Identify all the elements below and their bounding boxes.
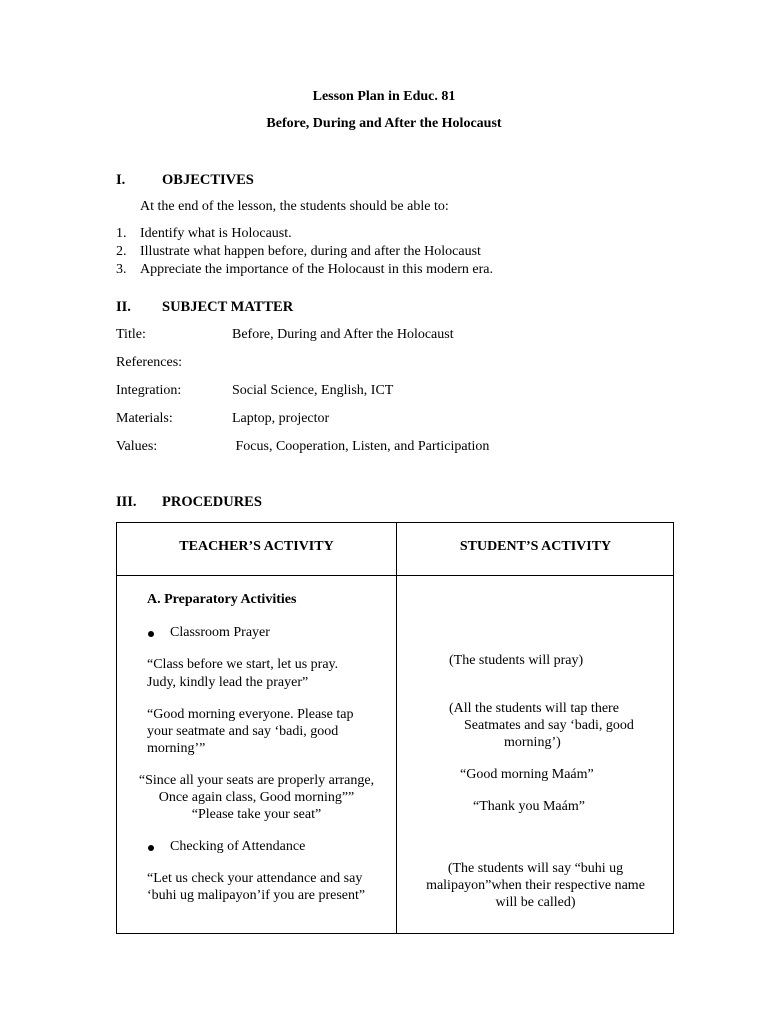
- bullet-item-attendance: Checking of Attendance: [170, 839, 306, 854]
- section-number-procedures: III.: [116, 494, 137, 510]
- teacher-greeting-line: morning’”: [147, 741, 206, 756]
- bullet-icon: [148, 631, 154, 637]
- objective-number: 1.: [116, 226, 127, 241]
- teacher-seat-line: Once again class, Good morning””: [158, 790, 355, 805]
- objective-item: Appreciate the importance of the Holocaust in this modern era.: [140, 262, 493, 277]
- student-response-good-morning: “Good morning Maám”: [460, 767, 594, 782]
- teacher-seat-line: “Please take your seat”: [191, 807, 322, 822]
- teacher-activity-header: TEACHER’S ACTIVITY: [179, 539, 334, 554]
- subject-label-values: Values:: [116, 439, 158, 454]
- section-number-subject-matter: II.: [116, 299, 131, 315]
- subject-label-title: Title:: [116, 327, 146, 342]
- bullet-icon: [148, 845, 154, 851]
- student-response-pray: (The students will pray): [449, 653, 584, 668]
- objective-item: Identify what is Holocaust.: [140, 226, 292, 241]
- teacher-attendance-line: ‘buhi ug malipayon’if you are present”: [147, 888, 366, 903]
- objectives-intro: At the end of the lesson, the students should be able to:: [140, 199, 449, 214]
- student-response-greet: (All the students will tap there: [449, 701, 619, 716]
- teacher-prayer-line: “Class before we start, let us pray.: [147, 657, 339, 672]
- subject-label-references: References:: [116, 355, 183, 370]
- student-response-greet: Seatmates and say ‘badi, good: [464, 718, 634, 733]
- student-response-attendance: (The students will say “buhi ug: [447, 861, 624, 876]
- student-response-attendance: will be called): [495, 895, 576, 910]
- student-response-greet: morning’): [504, 735, 561, 750]
- procedures-table: [116, 522, 674, 934]
- student-response-thank-you: “Thank you Maám”: [473, 799, 585, 814]
- section-heading-objectives: OBJECTIVES: [162, 172, 254, 188]
- subject-value-integration: Social Science, English, ICT: [232, 383, 394, 398]
- teacher-prayer-line: Judy, kindly lead the prayer”: [147, 675, 309, 690]
- subject-value-materials: Laptop, projector: [232, 411, 330, 426]
- student-response-attendance: malipayon”when their respective name: [426, 878, 645, 893]
- objective-number: 2.: [116, 244, 127, 259]
- student-activity-header: STUDENT’S ACTIVITY: [459, 539, 612, 554]
- table-header-divider: [117, 575, 673, 576]
- document-subtitle: Before, During and After the Holocaust: [266, 116, 502, 131]
- subject-value-values: Focus, Cooperation, Listen, and Participation: [232, 439, 490, 454]
- document-title: Lesson Plan in Educ. 81: [312, 89, 456, 104]
- section-a-heading: A. Preparatory Activities: [147, 592, 297, 607]
- objective-item: Illustrate what happen before, during and after the Holocaust: [140, 244, 481, 259]
- section-heading-subject-matter: SUBJECT MATTER: [162, 299, 294, 315]
- objective-number: 3.: [116, 262, 127, 277]
- section-heading-procedures: PROCEDURES: [162, 494, 262, 510]
- bullet-item-classroom-prayer: Classroom Prayer: [170, 625, 270, 640]
- teacher-greeting-line: your seatmate and say ‘badi, good: [147, 724, 339, 739]
- teacher-seat-line: “Since all your seats are properly arrange,: [138, 773, 375, 788]
- subject-label-integration: Integration:: [116, 383, 182, 398]
- teacher-attendance-line: “Let us check your attendance and say: [147, 871, 363, 886]
- subject-label-materials: Materials:: [116, 411, 173, 426]
- section-number-objectives: I.: [116, 172, 126, 188]
- subject-value-title: Before, During and After the Holocaust: [232, 327, 454, 342]
- teacher-greeting-line: “Good morning everyone. Please tap: [147, 707, 354, 722]
